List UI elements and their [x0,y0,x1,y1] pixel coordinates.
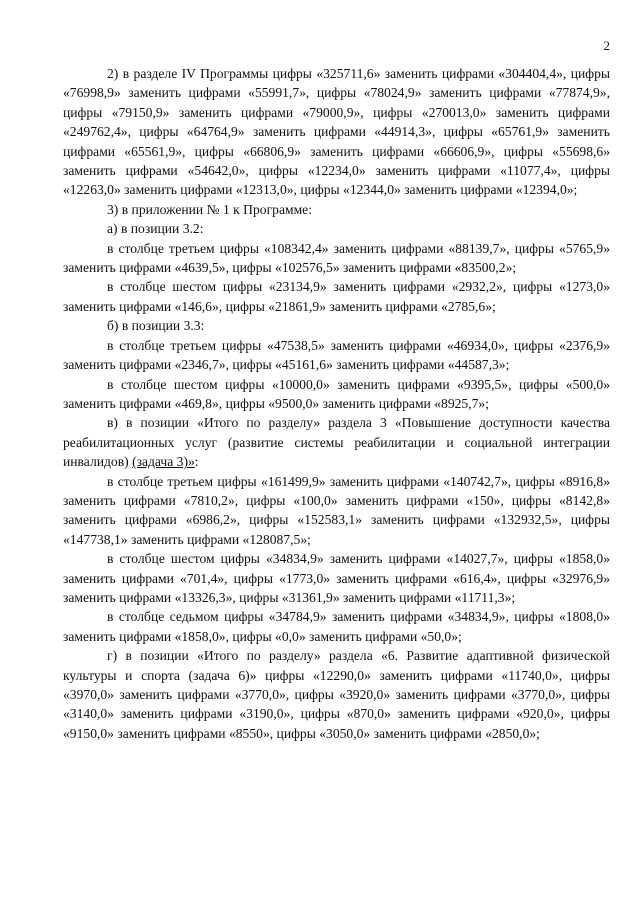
page-number: 2 [603,38,610,53]
paragraph-appendix-1: 3) в приложении № 1 к Программе: [107,201,312,217]
paragraph-3-2-column-six: в столбце шестом цифры «23134,9» заменить цифрами «2932,2», цифры «1273,0» заменить цифрами «146,6», цифры «21861,9» заменить цифрами «2785,6»; [63,279,610,314]
paragraph-3-3-column-six: в столбце шестом цифры «10000,0» заменить цифрами «9395,5», цифры «500,0» заменить цифрами «469,8», цифры «9500,0» заменить цифрами «8925,7»; [63,376,610,411]
paragraph-position-3-3: б) в позиции 3.3: [107,318,205,334]
paragraph-section-3-total-text: в) в позиции «Итого по разделу» раздела 3 «Повышение доступности качества реабилитационных услуг (развитие системы реабилитации и социальной интеграции инвалидов) [63,415,610,470]
task-3-underlined: (задача 3)» [132,454,195,470]
paragraph-position-3-2: а) в позиции 3.2: [107,221,204,237]
paragraph-section-iv: 2) в разделе IV Программы цифры «325711,6» заменить цифрами «304404,4», цифры «76998,9» заменить цифрами «55991,7», цифры «78024,9» заменить цифрами «77874,9», цифры «79150,9» заменить цифрами «79000,9», цифры «270013,0» заменить цифрами «249762,4», цифры «64764,9» заменить цифрами «44914,3», цифры «65761,9» заменить цифрами «65561,9», цифры «66806,9» заменить цифрами «66606,9», цифры «55698,6» заменить цифрами «54642,0», цифры «12234,0» заменить цифрами «11077,4», цифры «12263,0» заменить цифрами «12313,0», цифры «12344,0» заменить цифрами «12394,0»; [63,66,610,198]
document-body [63,64,610,743]
paragraph-section-3-total [63,413,610,471]
paragraph-3-3-column-three: в столбце третьем цифры «47538,5» заменить цифрами «46934,0», цифры «2376,9» заменить цифрами «2346,7», цифры «45161,6» заменить цифрами «44587,3»; [63,337,610,373]
paragraph-section-3-total-end: : [194,454,199,470]
paragraph-3-2-column-three: в столбце третьем цифры «108342,4» заменить цифрами «88139,7», цифры «5765,9» заменить цифрами «4639,5», цифры «102576,5» заменить цифрами «83500,2»; [63,240,610,276]
paragraph-section-3-column-seven: в столбце седьмом цифры «34784,9» заменить цифрами «34834,9», цифры «1808,0» заменить цифрами «1858,0», цифры «0,0» заменить цифрами «50,0»; [63,609,610,644]
paragraph-section-3-column-six: в столбце шестом цифры «34834,9» заменить цифрами «14027,7», цифры «1858,0» заменить цифрами «701,4», цифры «1773,0» заменить цифрами «616,4», цифры «32976,9» заменить цифрами «13326,3», цифры «31361,9» заменить цифрами «11711,3»; [63,551,610,605]
paragraph-section-3-column-three: в столбце третьем цифры «161499,9» заменить цифрами «140742,7», цифры «8916,8» заменить цифрами «7810,2», цифры «100,0» заменить цифрами «150», цифры «8142,8» заменить цифрами «6986,2», цифры «152583,1» заменить цифрами «132932,5», цифры «147738,1» заменить цифрами «128087,5»; [63,473,610,547]
paragraph-section-6-total: г) в позиции «Итого по разделу» раздела «6. Развитие адаптивной физической культуры и спорта (задача 6)» цифры «12290,0» заменить цифрами «11740,0», цифры «3970,0» заменить цифрами «3770,0», цифры «3920,0» заменить цифрами «3770,0», цифры «3140,0» заменить цифрами «3190,0», цифры «870,0» заменить цифрами «920,0», цифры «9150,0» заменить цифрами «8550», цифры «3050,0» заменить цифрами «2850,0»; [63,648,610,741]
